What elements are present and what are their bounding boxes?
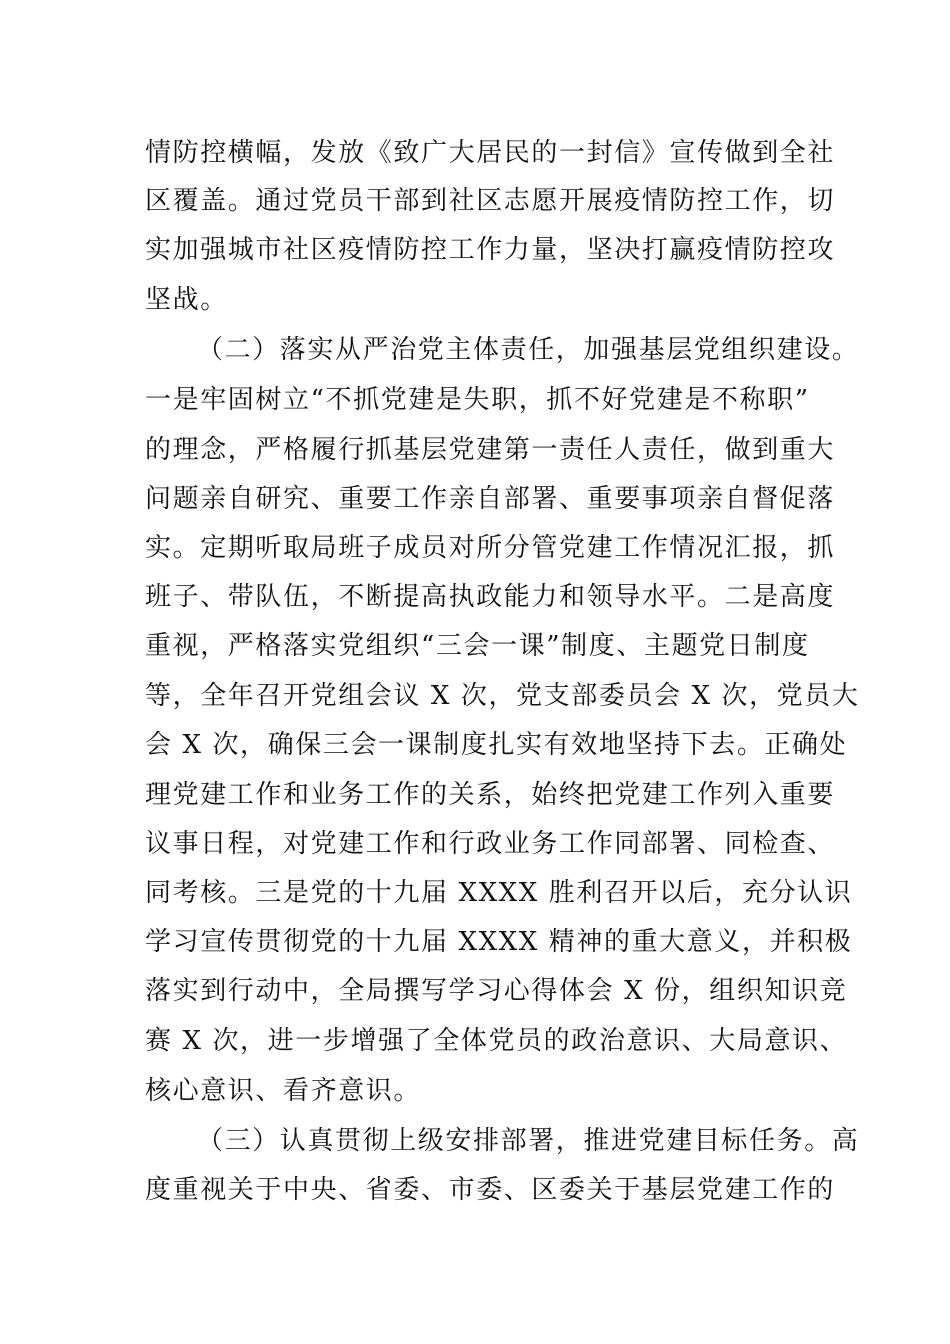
text-line: 坚战。	[145, 285, 228, 315]
text-line: 问题亲自研究、重要工作亲自部署、重要事项亲自督促落	[145, 484, 836, 514]
text-line: 情防控横幅，发放《致广大居民的一封信》宣传做到全社	[145, 138, 836, 168]
text-line: 议事日程，对党建工作和行政业务工作同部署、同检查、	[145, 829, 836, 859]
text-line: 度重视关于中央、省委、市委、区委关于基层党建工作的	[145, 1175, 836, 1205]
text-line: 重视，严格落实党组织“三会一课”制度、主题党日制度	[145, 631, 810, 661]
text-line: 班子、带队伍，不断提高执政能力和领导水平。二是高度	[145, 582, 836, 612]
text-line: 会 X 次，确保三会一课制度扎实有效地坚持下去。正确处	[145, 730, 848, 760]
text-line: 赛 X 次，进一步增强了全体党员的政治意识、大局意识、	[145, 1026, 848, 1056]
text-line: 区覆盖。通过党员干部到社区志愿开展疫情防控工作，切	[145, 186, 836, 216]
text-line: 的理念，严格履行抓基层党建第一责任人责任，做到重大	[145, 435, 836, 465]
section-heading-2: （二）落实从严治党主体责任，加强基层党组织建设。	[197, 335, 860, 365]
text-line: 实加强城市社区疫情防控工作力量，坚决打赢疫情防控攻	[145, 235, 836, 265]
text-line: 核心意识、看齐意识。	[145, 1076, 422, 1106]
text-line: 实。定期听取局班子成员对所分管党建工作情况汇报，抓	[145, 533, 836, 563]
text-line: 落实到行动中，全局撰写学习心得体会 X 份，组织知识竞	[145, 976, 848, 1006]
text-line: 等，全年召开党组会议 X 次，党支部委员会 X 次，党员大	[145, 681, 860, 711]
text-line: 同考核。三是党的十九届 XXXX 胜利召开以后，充分认识	[145, 878, 853, 908]
text-line: 学习宣传贯彻党的十九届 XXXX 精神的重大意义，并积极	[145, 927, 853, 957]
text-line: 理党建工作和业务工作的关系，始终把党建工作列入重要	[145, 780, 836, 810]
section-heading-3: （三）认真贯彻上级安排部署，推进党建目标任务。高	[197, 1126, 860, 1156]
text-line: 一是牢固树立“不抓党建是失职，抓不好党建是不称职”	[145, 385, 810, 415]
